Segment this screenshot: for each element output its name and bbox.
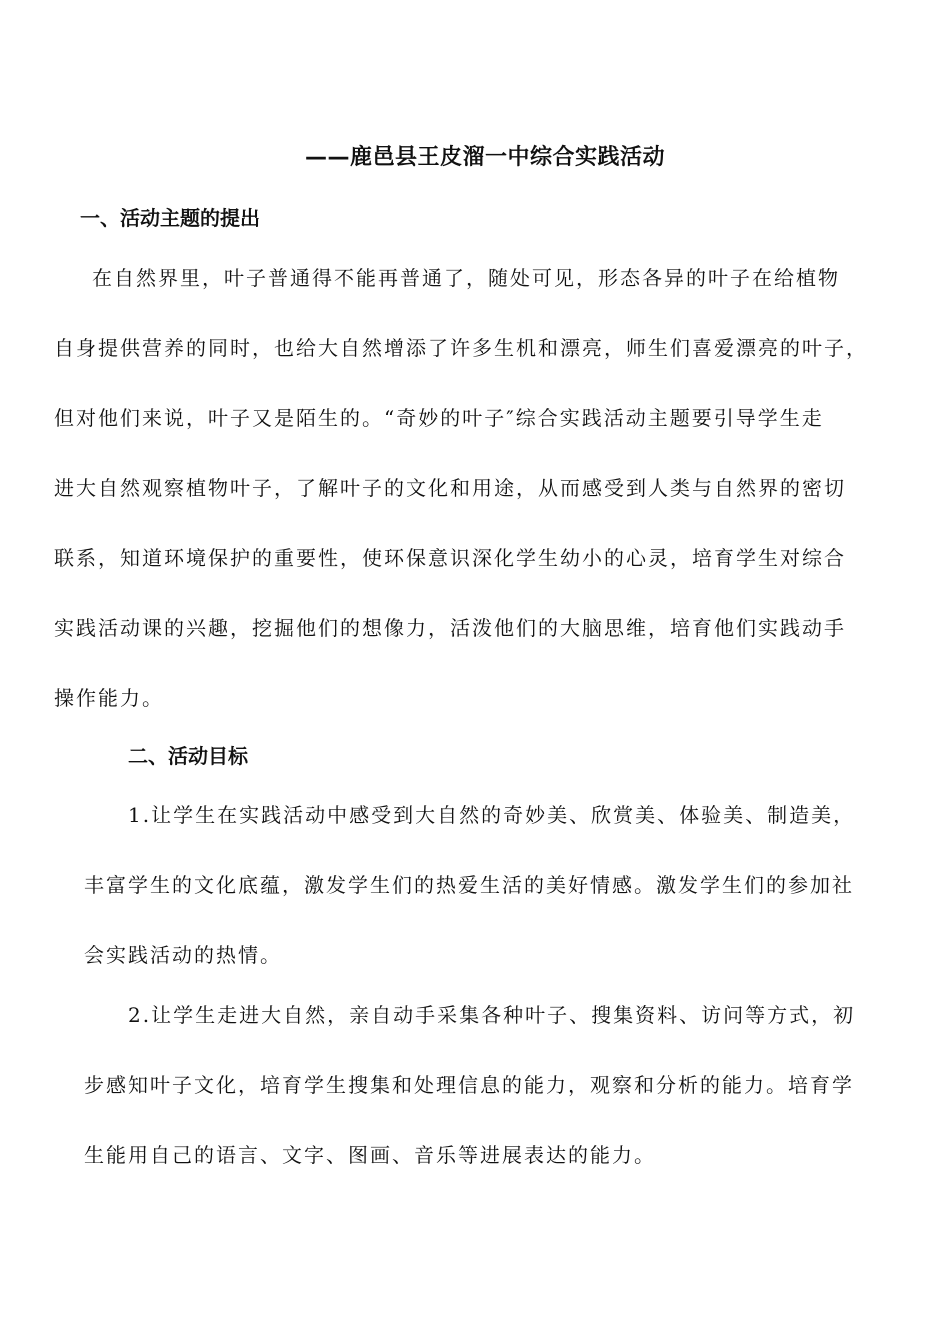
paragraph-line: 在自然界里，叶子普通得不能再普通了，随处可见，形态各异的叶子在给植物 xyxy=(92,266,840,290)
section-heading-goals: 二、活动目标 xyxy=(128,744,248,768)
goal-item-line: 1.让学生在实践活动中感受到大自然的奇妙美、欣赏美、体验美、制造美， xyxy=(128,803,856,827)
section-heading-topic: 一、活动主题的提出 xyxy=(80,206,260,230)
goal-item-line: 2.让学生走进大自然，亲自动手采集各种叶子、搜集资料、访问等方式，初 xyxy=(128,1003,856,1027)
paragraph-line: 操作能力。 xyxy=(54,686,164,710)
goal-item-line: 步感知叶子文化，培育学生搜集和处理信息的能力，观察和分析的能力。培育学 xyxy=(84,1073,854,1097)
paragraph-line: 进大自然观察植物叶子，了解叶子的文化和用途，从而感受到人类与自然界的密切 xyxy=(54,476,846,500)
paragraph-line: 但对他们来说，叶子又是陌生的。“奇妙的叶子″综合实践活动主题要引导学生走 xyxy=(54,406,824,430)
document-subtitle: ——鹿邑县王皮溜一中综合实践活动 xyxy=(305,145,666,170)
paragraph-line: 自身提供营养的同时，也给大自然增添了许多生机和漂亮，师生们喜爱漂亮的叶子， xyxy=(54,336,868,360)
goal-item-line: 会实践活动的热情。 xyxy=(84,943,282,967)
goal-item-line: 丰富学生的文化底蕴，激发学生们的热爱生活的美好情感。激发学生们的参加社 xyxy=(84,873,854,897)
paragraph-line: 联系，知道环境保护的重要性，使环保意识深化学生幼小的心灵，培育学生对综合 xyxy=(54,546,846,570)
goal-item-line: 生能用自己的语言、文字、图画、音乐等进展表达的能力。 xyxy=(84,1143,656,1167)
paragraph-line: 实践活动课的兴趣，挖掘他们的想像力，活泼他们的大脑思维，培育他们实践动手 xyxy=(54,616,846,640)
